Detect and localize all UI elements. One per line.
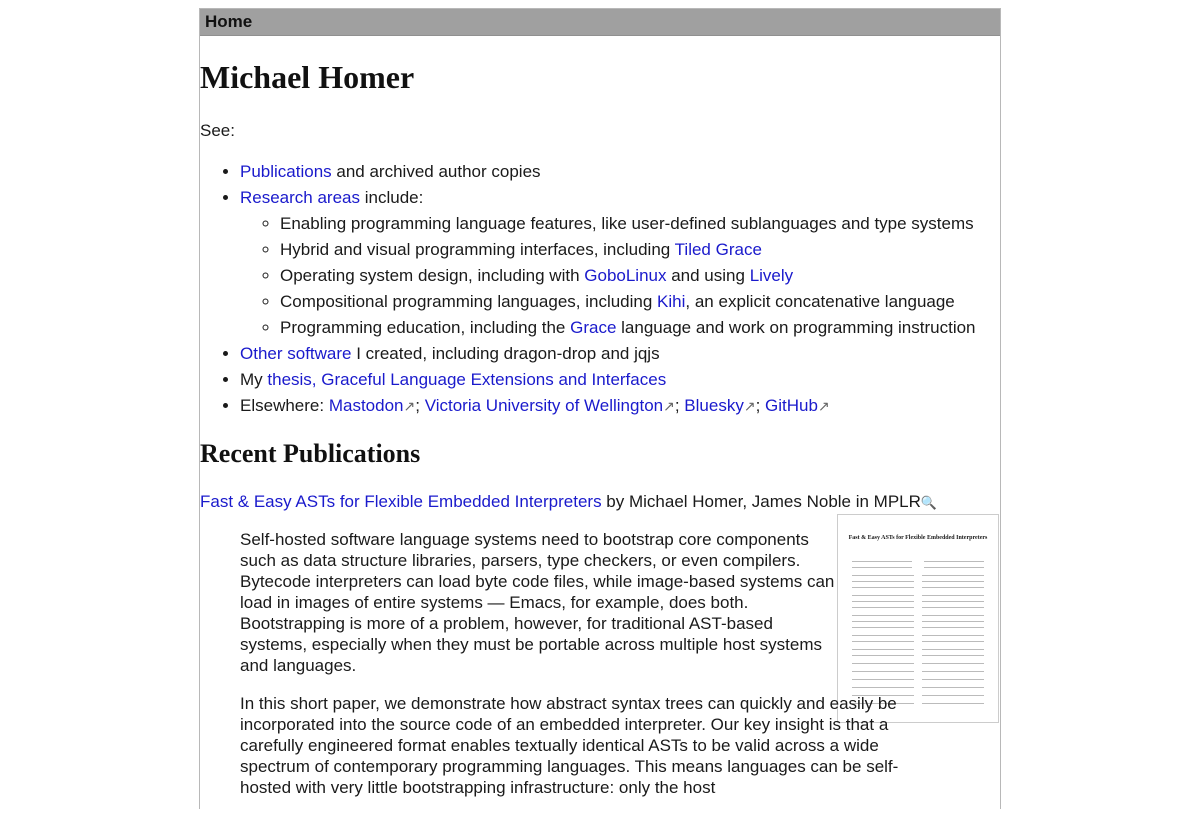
- separator: ;: [674, 396, 685, 415]
- research-area-text: Hybrid and visual programming interfaces, including: [280, 240, 675, 259]
- research-area-text: language and work on programming instruction: [616, 318, 976, 337]
- my-text: My: [240, 370, 268, 389]
- navbar: [200, 9, 1000, 36]
- elsewhere-label: Elsewhere:: [240, 396, 329, 415]
- separator: ;: [415, 396, 425, 415]
- external-link-icon: ↗: [663, 398, 675, 414]
- external-link-icon: ↗: [743, 398, 756, 414]
- thesis-link[interactable]: thesis, Graceful Language Extensions and Interfaces: [267, 370, 667, 389]
- list-item: [240, 367, 1000, 393]
- recent-publications-heading: Recent Publications: [200, 439, 421, 468]
- external-link-icon: ↗: [817, 398, 830, 414]
- thumbnail-title: Fast & Easy ASTs for Flexible Embedded Interpreters: [848, 535, 988, 541]
- list-item: [240, 185, 1000, 341]
- abstract-paragraph: In this short paper, we demonstrate how abstract syntax trees can quickly and easily be incorporated into the source code of an embedded interpreter. Our key insight is that a carefully engineered format enables textually identical ASTs to be valid across a wide spectrum of contemporary programming languages. This means languages can be self-hosted with very little bootstrapping infrastructure: only the host: [240, 694, 899, 797]
- lively-link[interactable]: Lively: [749, 266, 794, 285]
- publication-line: [200, 492, 937, 512]
- other-software-text: I created, including dragon-drop and jqjs: [351, 344, 660, 363]
- list-item: [280, 289, 1000, 315]
- publication-title-link[interactable]: Fast & Easy ASTs for Flexible Embedded Interpreters: [200, 492, 602, 511]
- publication-byline: by Michael Homer, James Noble in MPLR: [601, 492, 921, 511]
- research-areas-link[interactable]: Research areas: [240, 188, 361, 207]
- separator: ;: [755, 396, 766, 415]
- gobolinux-link[interactable]: GoboLinux: [584, 266, 667, 285]
- list-item: [280, 315, 1000, 341]
- github-link[interactable]: GitHub: [765, 396, 818, 415]
- page-title: Michael Homer: [200, 59, 415, 95]
- list-item: [240, 393, 1000, 419]
- publications-link[interactable]: Publications: [240, 162, 332, 181]
- tiled-grace-link[interactable]: Tiled Grace: [674, 240, 762, 259]
- external-link-icon: ↗: [403, 398, 416, 414]
- publications-text: and archived author copies: [331, 162, 541, 181]
- profile-links-list: [200, 159, 1000, 419]
- mastodon-link[interactable]: Mastodon: [328, 396, 404, 415]
- research-area-text: Enabling programming language features, like user-defined sublanguages and type systems: [280, 214, 974, 233]
- research-area-text: Operating system design, including with: [280, 266, 585, 285]
- nav-home-link[interactable]: Home: [205, 12, 253, 31]
- research-text: include:: [360, 188, 424, 207]
- research-area-text: Compositional programming languages, including: [280, 292, 658, 311]
- list-item: [280, 237, 1000, 263]
- list-item: [240, 159, 1000, 185]
- list-item: [240, 341, 1000, 367]
- page-container: [199, 8, 1001, 809]
- bluesky-link[interactable]: Bluesky: [684, 396, 744, 415]
- list-item: [280, 211, 1000, 237]
- research-area-text: and using: [666, 266, 750, 285]
- publication-abstract: [240, 529, 960, 815]
- research-areas-list: [240, 211, 1000, 341]
- magnifier-icon[interactable]: 🔍: [920, 495, 938, 510]
- abstract-paragraph: Self-hosted software language systems need to bootstrap core components such as data structure libraries, parsers, type checkers, or even compilers. Bytecode interpreters can load byte code files, while image-based systems can load in images of entire systems — Emacs, for example, does both. Bootstrapping is more of a problem, however, for traditional AST-based systems, especially when they must be portable across multiple host systems and languages.: [240, 530, 835, 675]
- vuw-link[interactable]: Victoria University of Wellington: [424, 396, 664, 415]
- kihi-link[interactable]: Kihi: [657, 292, 686, 311]
- research-area-text: Programming education, including the: [280, 318, 571, 337]
- other-software-link[interactable]: Other software: [240, 344, 352, 363]
- grace-link[interactable]: Grace: [570, 318, 617, 337]
- research-area-text: , an explicit concatenative language: [685, 292, 955, 311]
- see-label: See:: [200, 121, 235, 140]
- list-item: [280, 263, 1000, 289]
